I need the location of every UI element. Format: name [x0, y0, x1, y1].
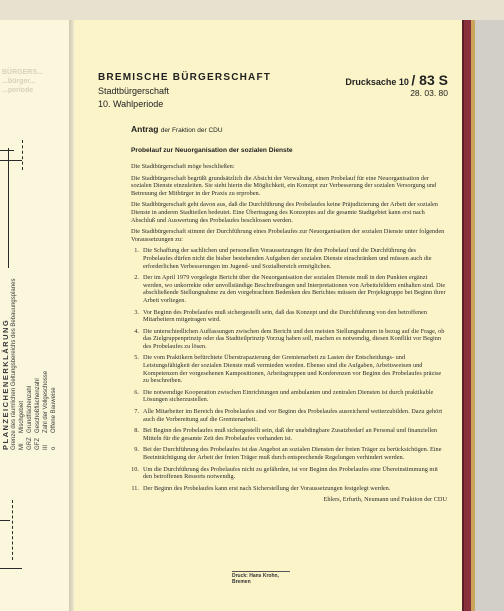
item-text: Um die Durchführung des Probelaufes nicht zu gefährden, ist vor Beginn des Probelaufes eine Übereinstimmung mit den betroffenen Ressorts notwendig. [143, 465, 438, 481]
item-text: Der Beginn des Probelaufes kann erst nach Sicherstellung der Voraussetzungen festgelegt werden. [143, 484, 391, 492]
list-item [131, 247, 447, 270]
list-item [131, 354, 447, 384]
legend-symbol: MI [19, 443, 25, 450]
document-header [98, 72, 448, 112]
item-text: Die Schaffung der sachlichen und personellen Voraussetzungen für den Probelauf und die Durchführung des Probelaufes dürfen nicht die bisher bestehenden Aufgaben der sozialen Dienste einschränken und müssen auch die erforderlichen Verbesserungen im Jugend- und Sozialbereich ermöglichen. [143, 247, 432, 270]
plan-line [0, 568, 22, 569]
list-item [131, 427, 447, 442]
list-item [131, 466, 447, 481]
item-number: 7. [134, 408, 139, 416]
document-date: 28. 03. 80 [410, 88, 448, 98]
legend-row [26, 30, 34, 450]
legend-symbol: III [43, 444, 49, 450]
legend-note: Grenze des räumlichen Geltungsbereichs des Bebauungsplanes [11, 278, 17, 450]
conditions-list [131, 247, 447, 492]
plan-line [0, 520, 10, 521]
paragraph: Die Stadtbürgerschaft geht davon aus, daß die Durchführung des Probelaufes keine Präjudizierung der Arbeit der sozialen Dienste in anderen Stadtteilen bedeutet. Eine Übertragung des Konzeptes auf die gesamte Stadtgebiet kann erst nach Abschluß und Auswertung des Probelaufes beschlossen werden. [131, 201, 438, 224]
item-number: 5. [134, 354, 139, 362]
background [475, 20, 504, 611]
item-number: 3. [134, 308, 139, 316]
list-item [131, 446, 447, 461]
list-item [131, 389, 447, 404]
item-number: 6. [134, 388, 139, 396]
item-text: Die notwendige Kooperation zwischen Einrichtungen und ambulanten und zentralen Diensten ist durch praktikable Lösungen sicherzustellen. [143, 388, 434, 404]
list-item [131, 309, 447, 324]
legend-text: Geschoßflächenzahl [35, 378, 41, 433]
legend-text: Mischgebiet [19, 400, 25, 433]
item-text: Vor Beginn des Probelaufes muß sichergestellt sein, daß das Konzept und die Durchführung von den betroffenen Mitarbeitern mitgetragen wird. [143, 308, 427, 324]
printer-imprint: Druck: Hans Krohn, Bremen [232, 571, 290, 585]
plan-legend [2, 30, 58, 450]
parliament-name: BREMISCHE BÜRGERSCHAFT [98, 72, 272, 83]
motion-heading [131, 124, 223, 134]
item-number: 11. [131, 484, 139, 492]
legend-symbol: GRZ [27, 437, 33, 450]
motion-faction: der Fraktion der CDU [160, 127, 223, 134]
list-item [131, 274, 447, 304]
list-item [131, 328, 447, 351]
item-number: 2. [134, 274, 139, 282]
item-number: 8. [134, 427, 139, 435]
legend-row [34, 30, 42, 450]
item-text: Alle Mitarbeiter im Bereich des Probelaufes sind vor Beginn des Probelaufes ausreichend weiterzubilden. Dazu gehört auch die Vorbereitung auf die Gremienarbeit. [143, 408, 443, 423]
item-text: Bei Beginn des Probelaufes muß sichergestellt sein, daß der unabdingbare Zusatzbedarf an Personal und finanziellen Mitteln für die gesamte Zeit des Probelaufes vorhanden ist. [143, 427, 438, 442]
document-number [345, 72, 448, 88]
item-number: 9. [134, 446, 139, 454]
stamp-line: BÜRGERS... [2, 69, 43, 76]
legend-text: Zahl der Vollgeschosse [43, 370, 49, 433]
legend-row [42, 30, 50, 450]
stamp-line: ...bürger... [2, 78, 36, 85]
legend-text: Grundflächenzahl [27, 385, 33, 433]
paragraph: Die Stadtbürgerschaft stimmt der Durchführung eines Probelaufes zur Neuorganisation der sozialen Dienste unter folgenden Voraussetzungen zu: [131, 228, 445, 243]
legend-symbol: GFZ [35, 438, 41, 450]
document-number-value: / 83 S [411, 72, 448, 88]
document-body [131, 163, 447, 504]
item-text: Die vom Praktikern befürchtete Überstrapazierung der Gremienarbeit zu Lasten der Entscheidungs- und Leistungsfähigkeit der sozialen Dienste muß vermieden werden. Ebenso sind die Aufgaben, Arbeitsweisen und Kompetenzen der vorgesehenen Kampositionen, Arbeitsgruppen und Konferenzen vor Beginn des Probelaufes präzise zu beschreiben. [143, 354, 442, 385]
item-text: Bei der Durchführung des Probelaufes ist das Angebot an sozialen Diensten der freien Träger zu berücksichtigen. Eine Beeinträchtigung der Arbeit der freien Träger muß durch entsprechende Regelungen verhindert werden. [143, 446, 442, 461]
list-item [131, 408, 447, 423]
item-text: Die unterschiedlichen Auffassungen zwischen dem Bericht und den meisten Stellungnahmen in bezug auf die Frage, ob das Zielgruppenprinzip oder das Stadtteilprinzip Vorzug haben soll, machen es notwendig, diesen Konflikt vor Beginn des Probelaufes zu lösen. [143, 327, 445, 350]
legend-text: Offene Bauweise [51, 387, 57, 433]
item-number: 1. [134, 247, 139, 255]
document-label: Drucksache 10 [345, 77, 409, 87]
legend-row [18, 30, 26, 450]
paragraph: Die Stadtbürgerschaft möge beschließen: [131, 163, 235, 170]
plan-dash [12, 500, 13, 560]
stamp-line: ...periode [2, 87, 34, 94]
legend-symbol: o [51, 446, 57, 450]
motion-title: Antrag [131, 124, 159, 134]
item-number: 10. [131, 465, 139, 473]
facing-page [0, 20, 70, 611]
legislative-period: 10. Wahlperiode [98, 99, 164, 109]
motion-subject: Probelauf zur Neuorganisation der sozialen Dienste [131, 147, 293, 154]
legend-title: PLANZEICHENERKLÄRUNG [1, 318, 10, 450]
item-number: 4. [134, 327, 139, 335]
legend-row [50, 30, 58, 450]
signature-line: Ehlers, Erfurth, Neumann und Fraktion der CDU [323, 496, 447, 504]
list-item [131, 485, 447, 493]
chamber-name: Stadtbürgerschaft [98, 86, 170, 96]
item-text: Der im April 1979 vorgelegte Bericht über die Neuorganisation der sozialen Dienste muß in den Punkten ergänzt werden, wo unkorrekte oder unvollständige Beschreibungen und Interpretationen von Arbeitsfeldern enthalten sind. Die abschließende Stellungnahme zu den vorgebrachten Bedenken des Berichtes müssen der Projektgruppe bei Beginn ihrer Arbeit vorliegen. [143, 274, 446, 304]
paragraph: Die Stadtbürgerschaft begrüßt grundsätzlich die Absicht der Verwaltung, einen Probelauf für eine Neuorganisation der sozialen Dienste einzuleiten. Sie sieht hierin die Möglichkeit, ein Konzept zur Verbesserung der sozialen Versorgung und Betreuung der Mitbürger in der Praxis zu erproben. [131, 174, 437, 197]
